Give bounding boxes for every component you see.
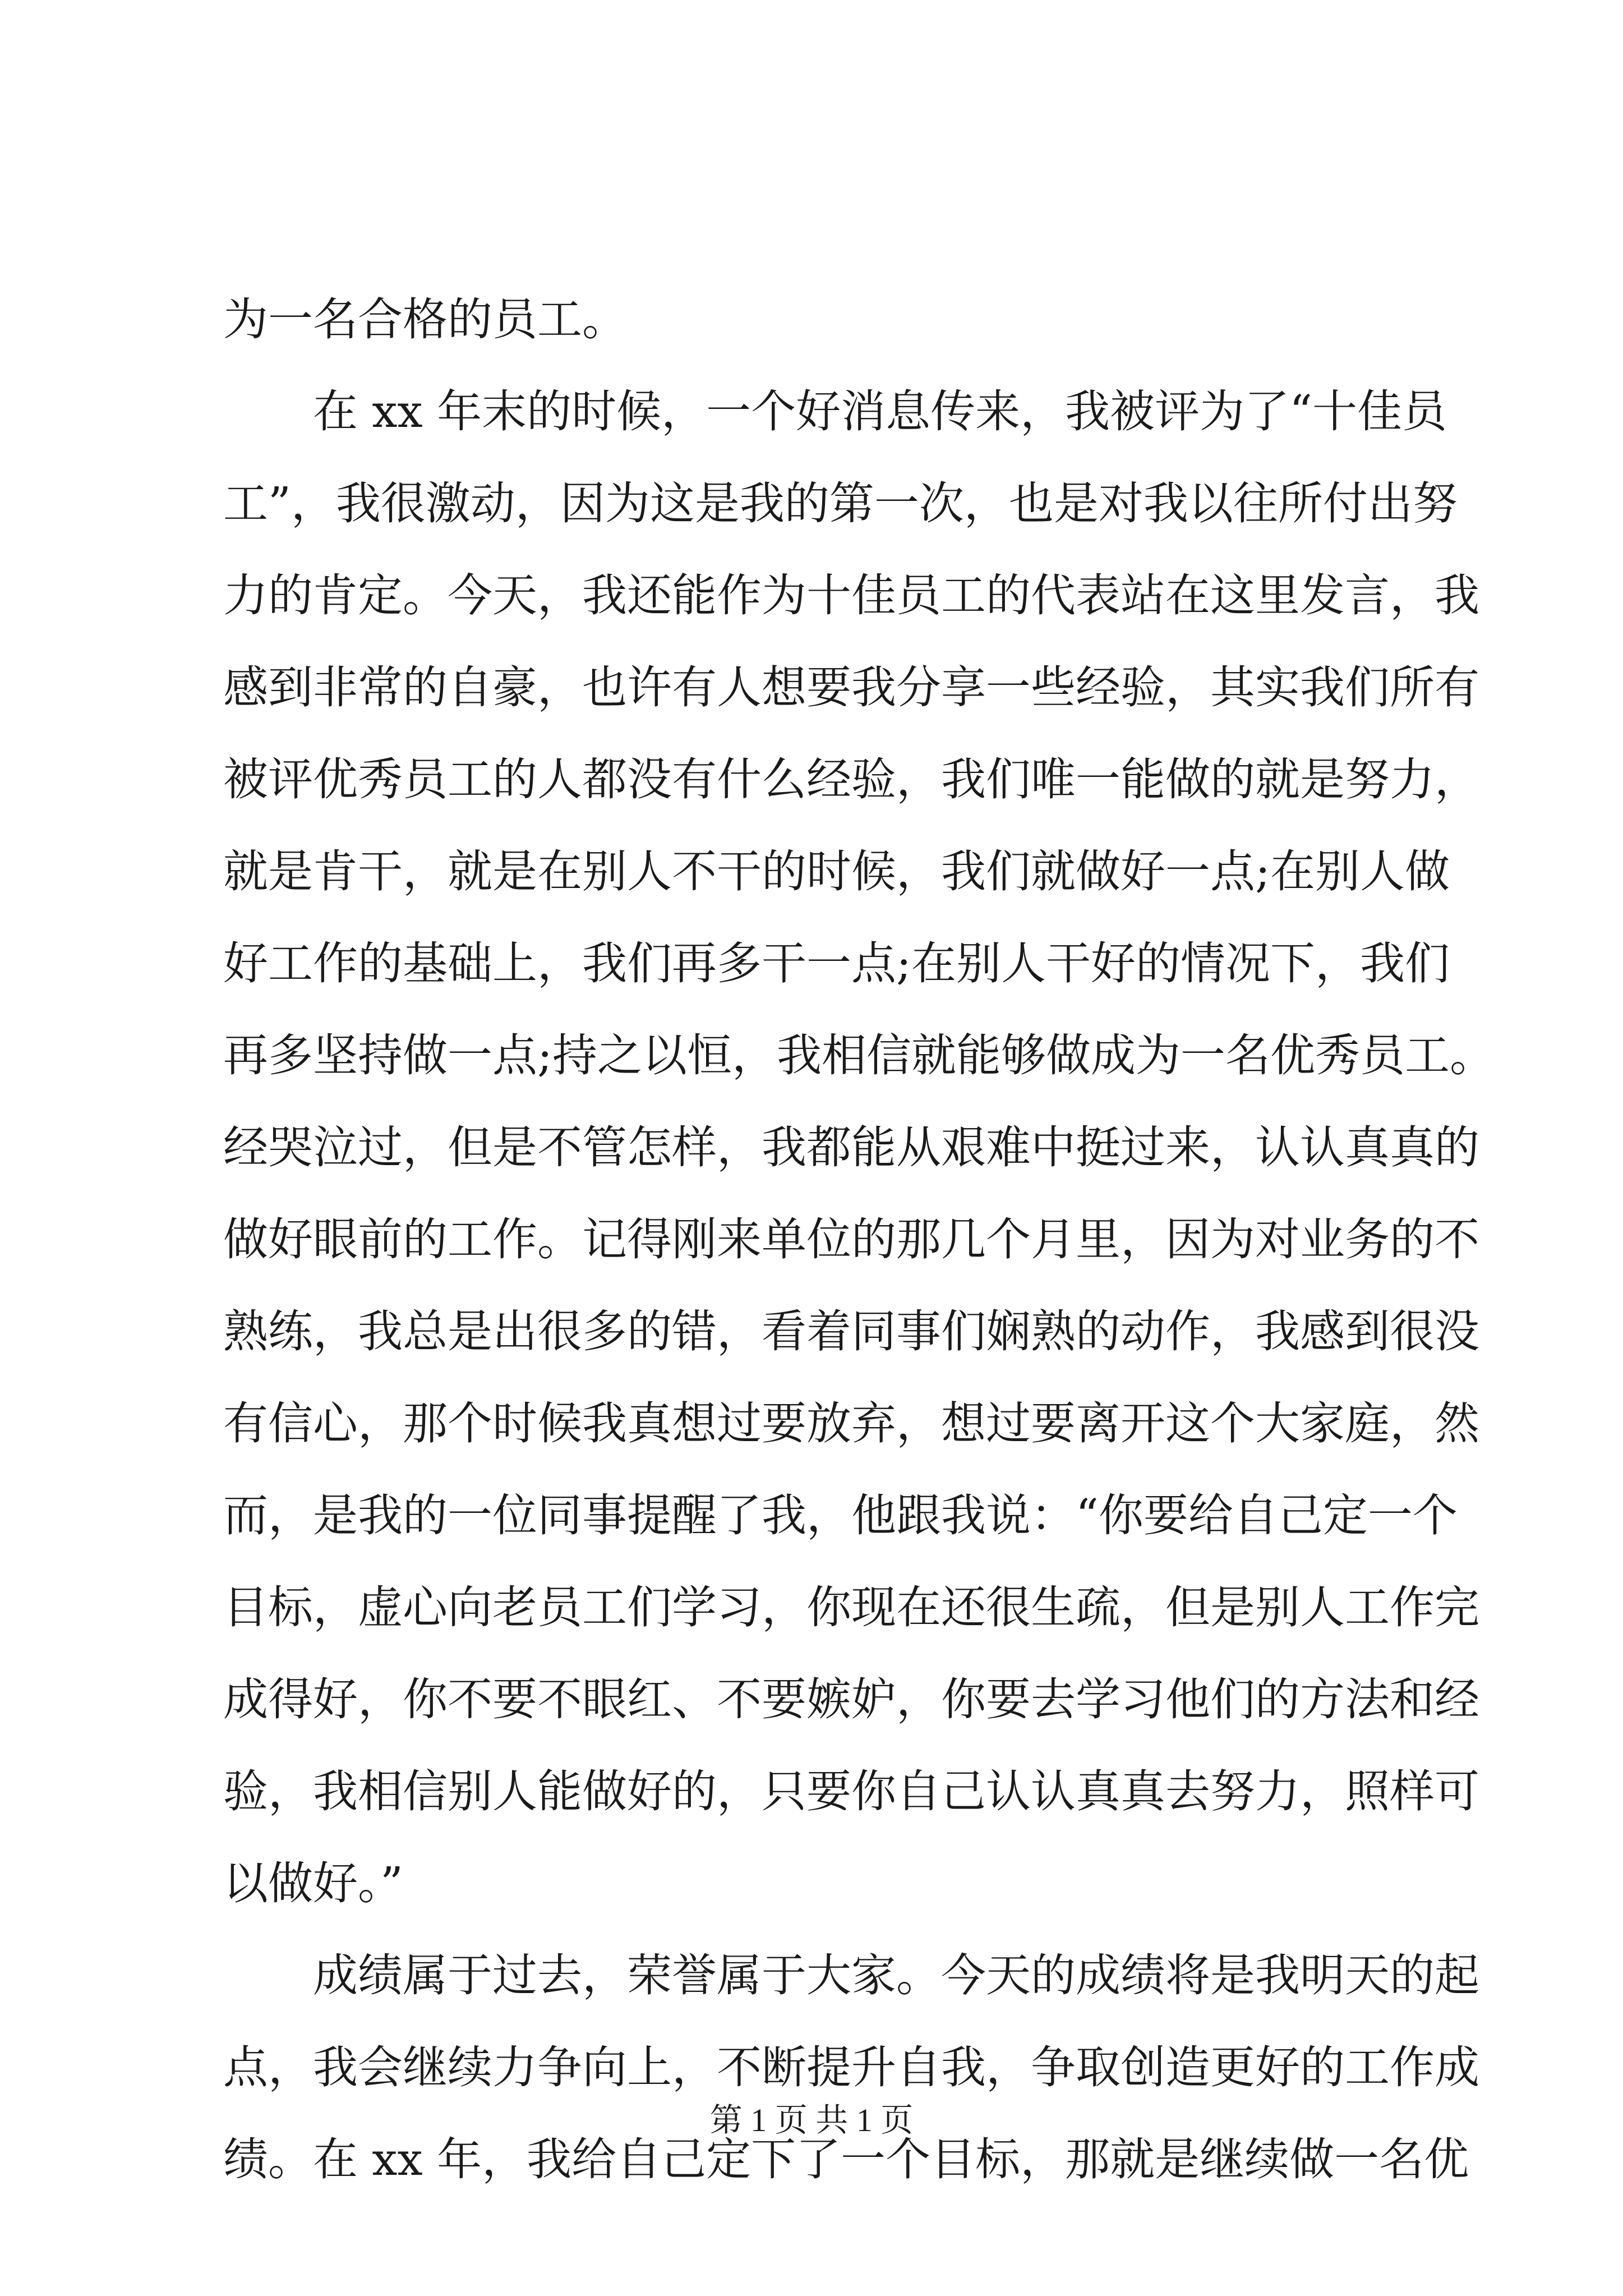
text-line: 成得好，你不要不眼红、不要嫉妒，你要去学习他们的方法和经	[223, 1673, 1479, 1726]
text-line: 熟练，我总是出很多的错，看着同事们娴熟的动作，我感到很没	[223, 1305, 1479, 1358]
text-line: 就是肯干，就是在别人不干的时候，我们就做好一点;在别人做	[223, 845, 1450, 898]
text-line: 好工作的基础上，我们再多干一点;在别人干好的情况下，我们	[223, 937, 1450, 990]
text-line: 做好眼前的工作。记得刚来单位的那几个月里，因为对业务的不	[223, 1213, 1479, 1266]
text-line: 被评优秀员工的人都没有什么经验，我们唯一能做的就是努力，	[223, 753, 1479, 806]
text-line: 而，是我的一位同事提醒了我，他跟我说：“你要给自己定一个	[223, 1489, 1458, 1542]
text-line: 工”，我很激动，因为这是我的第一次，也是对我以往所付出努	[223, 477, 1458, 530]
text-line: 绩。在 xx 年，我给自己定下了一个目标，那就是继续做一名优	[223, 2133, 1469, 2185]
text-line: 为一名合格的员工。	[223, 293, 627, 346]
text-line: 目标，虚心向老员工们学习，你现在还很生疏，但是别人工作完	[223, 1581, 1479, 1634]
text-line: 再多坚持做一点;持之以恒，我相信就能够做成为一名优秀员工。	[223, 1029, 1495, 1082]
text-line: 有信心，那个时候我真想过要放弃，想过要离开这个大家庭，然	[223, 1397, 1479, 1450]
text-line: 验，我相信别人能做好的，只要你自己认认真真去努力，照样可	[223, 1765, 1479, 1818]
text-line: 力的肯定。今天，我还能作为十佳员工的代表站在这里发言，我	[223, 569, 1479, 622]
text-line: 感到非常的自豪，也许有人想要我分享一些经验，其实我们所有	[223, 661, 1479, 714]
text-line: 点，我会继续力争向上，不断提升自我，争取创造更好的工作成	[223, 2041, 1479, 2093]
page-footer: 第 1 页 共 1 页	[709, 2102, 914, 2138]
body-text	[223, 274, 1495, 2206]
text-line: 在 xx 年末的时候，一个好消息传来，我被评为了“十佳员	[223, 385, 1447, 438]
text-line: 经哭泣过，但是不管怎样，我都能从艰难中挺过来，认认真真的	[223, 1121, 1479, 1174]
text-line: 成绩属于过去，荣誉属于大家。今天的成绩将是我明天的起	[223, 1949, 1479, 2001]
text-line: 以做好。”	[223, 1857, 403, 1910]
